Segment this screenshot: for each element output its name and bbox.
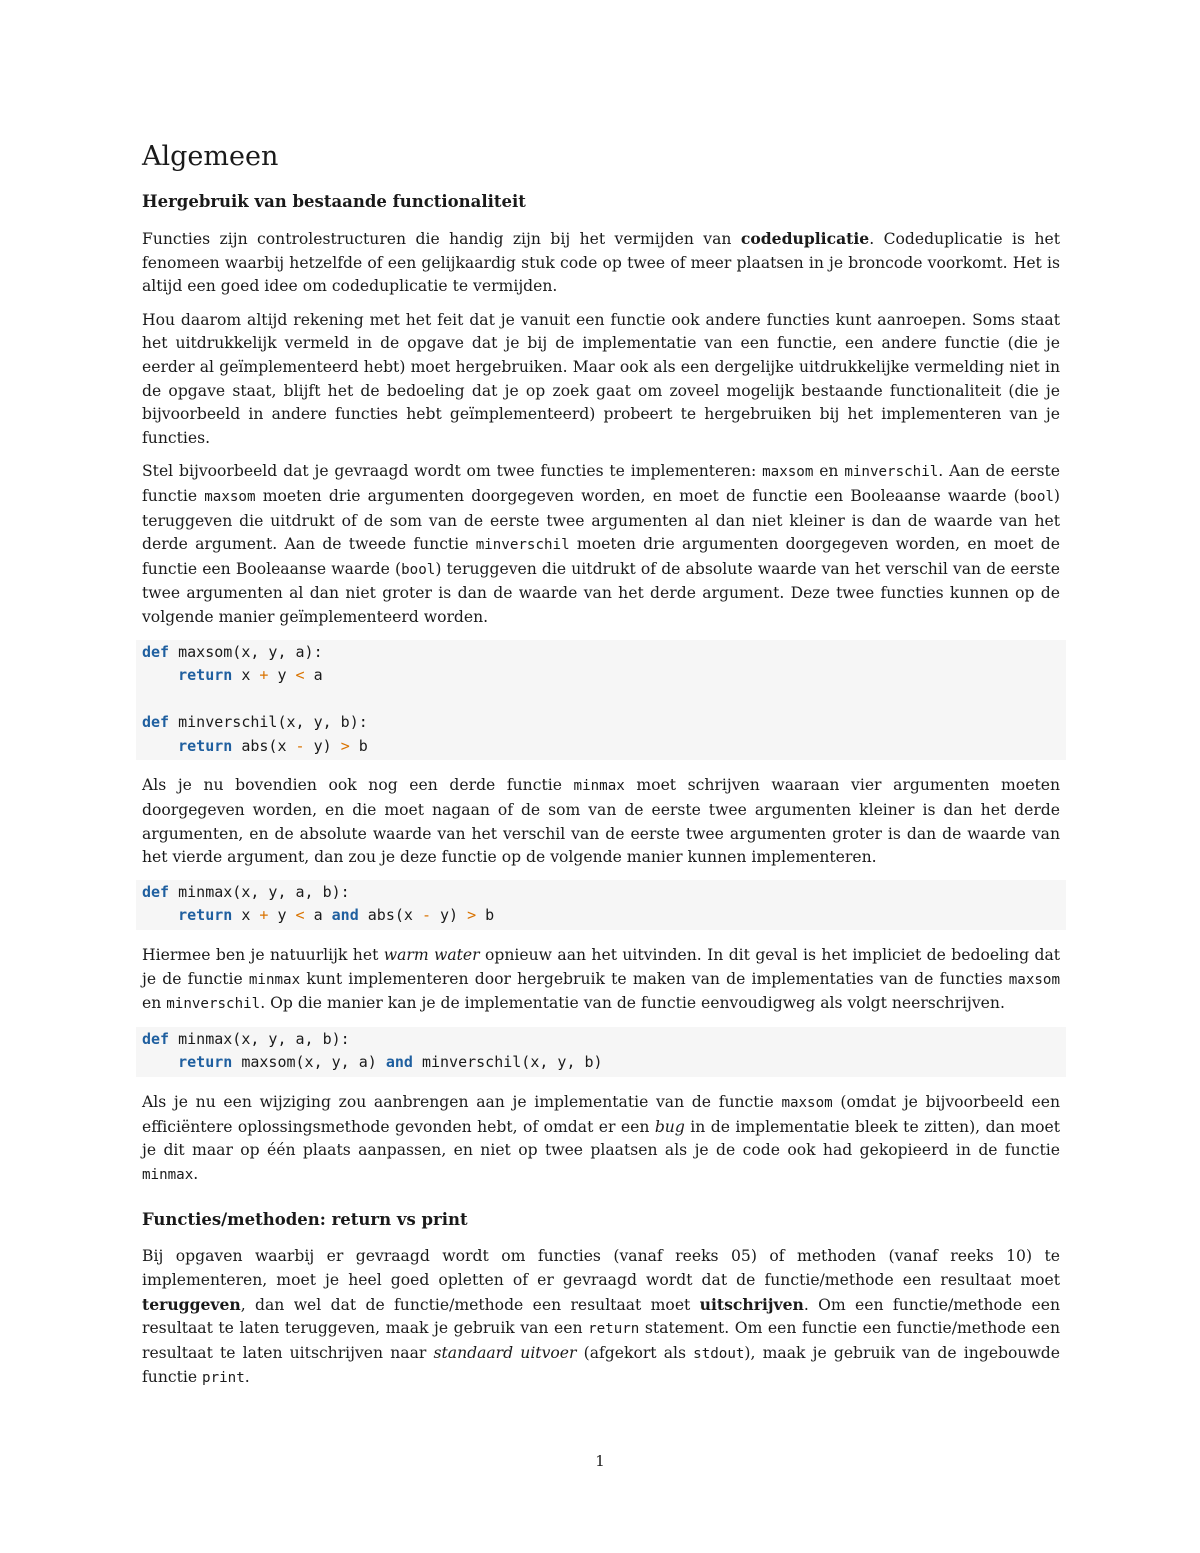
inline-code: bool: [1019, 488, 1054, 505]
code-operator: <: [295, 666, 305, 685]
code-operator: +: [259, 666, 269, 685]
code-text: a: [304, 666, 323, 685]
code-block-minmax: [136, 880, 1066, 930]
code-text: abs(x: [358, 906, 422, 925]
paragraph: [142, 774, 1060, 869]
inline-code: maxsom: [1008, 971, 1060, 988]
inline-code: maxsom: [762, 464, 814, 481]
code-text: maxsom(x, y, a):: [169, 642, 323, 661]
code-operator: <: [295, 906, 305, 925]
inline-code: minverschil: [166, 996, 261, 1013]
text: (afgekort als: [576, 1343, 694, 1362]
inline-code: minmax: [142, 1166, 194, 1183]
emphasis: warm water: [383, 946, 480, 965]
text: . Op die manier kan je de implementatie van de functie eenvoudigweg als volgt neerschrijven.: [260, 994, 1005, 1013]
code-text: abs(x: [232, 736, 296, 755]
code-keyword: and: [331, 906, 359, 925]
paragraph: [142, 1091, 1060, 1187]
code-keyword: return: [178, 906, 233, 925]
paragraph: [142, 944, 1060, 1017]
page-number: 1: [595, 1452, 605, 1470]
section-heading-return-vs-print: Functies/methoden: return vs print: [142, 1210, 468, 1230]
text: . Om een functie/methode een resultaat te laten teruggeven, maak je gebruik van een: [142, 1295, 1060, 1338]
text: opnieuw aan het uitvinden. In dit geval is het impliciet de bedoeling dat je de functie: [142, 946, 1061, 988]
text: .: [193, 1164, 199, 1183]
document-page: [142, 128, 1060, 1401]
paragraph: [142, 227, 1060, 299]
text: statement. Om een functie een functie/methode een resultaat te laten uitschrijven naar: [142, 1319, 1060, 1362]
code-text: a: [304, 906, 332, 925]
code-keyword: def: [142, 882, 170, 901]
text: moeten drie argumenten doorgegeven worden, en moet de functie een Booleaanse waarde (: [255, 486, 1020, 505]
text: ), maak je gebruik van de ingebouwde functie: [142, 1343, 1061, 1387]
term-codeduplicatie: codeduplicatie: [740, 229, 870, 248]
inline-code: minverschil: [844, 464, 939, 481]
code-text: y): [431, 906, 468, 925]
code-keyword: return: [178, 1053, 233, 1072]
inline-code: minverschil: [475, 537, 570, 554]
text: en: [813, 462, 845, 481]
text: kunt implementeren door hergebruik te maken van de implementaties van de functies: [300, 969, 1009, 988]
section-heading-reuse: Hergebruik van bestaande functionaliteit: [142, 192, 526, 211]
text: moeten drie argumenten doorgegeven worden, en moet de functie een Booleaanse waarde (: [142, 535, 1060, 578]
code-keyword: return: [178, 666, 233, 685]
term-uitschrijven: uitschrijven: [699, 1294, 804, 1314]
code-operator: -: [421, 906, 431, 925]
code-text: y: [268, 906, 296, 925]
inline-code: minmax: [248, 971, 301, 988]
text: en: [142, 994, 167, 1013]
code-operator: >: [467, 906, 477, 925]
code-text: x: [232, 906, 260, 925]
text: moet schrijven waaraan vier argumenten moeten doorgegeven worden, en die moet nagaan of de som van de eerste twee argumenten kleiner is dan het derde argumenten, en de absolute waarde van het verschil van de eerste twee argumenten groter is dan de waarde van het vierde argument, dan zou je deze functie op de volgende manier kunnen implementeren.: [142, 776, 1060, 867]
code-text: minverschil(x, y, b): [412, 1053, 603, 1072]
inline-code: print: [202, 1370, 245, 1387]
paragraph: Hou daarom altijd rekening met het feit dat je vanuit een functie ook andere functies kunt aanroepen. Soms staat het uitdrukkelijk vermeld in de opgave dat je bij de implementatie van een functie, een andere functie (die je eerder al geïmplementeerd hebt) moet hergebruiken. Maar ook als een dergelijke uitdrukkelijke vermelding niet in de opgave staat, blijft het de bedoeling dat je op zoek gaat om zoveel mogelijk bestaande functionaliteit (die je bijvoorbeeld in andere functies hebt geïmplementeerd) probeert te hergebruiken bij het implementeren van je functies.: [142, 310, 1060, 447]
emphasis: bug: [654, 1117, 685, 1136]
code-text: maxsom(x, y, a): [232, 1053, 386, 1072]
text: . Aan de eerste functie: [142, 462, 1061, 505]
page-title: Algemeen: [142, 141, 279, 172]
code-block-maxsom-minverschil: [136, 640, 1066, 761]
code-operator: +: [259, 906, 269, 925]
text: .: [244, 1368, 250, 1387]
text: , dan wel dat de functie/methode een resultaat moet: [240, 1295, 700, 1314]
code-keyword: def: [142, 713, 170, 732]
code-text: b: [349, 736, 368, 755]
paragraph: [142, 460, 1060, 629]
code-keyword: return: [178, 736, 233, 755]
inline-code: stdout: [693, 1345, 745, 1362]
inline-code: maxsom: [204, 488, 256, 505]
paragraph: [142, 1245, 1060, 1391]
text: ) teruggeven die uitdrukt of de absolute waarde van het verschil van de eerste twee argumenten al dan niet groter is dan de waarde van het derde argument. Deze twee functies kunnen op de volgende manier geïmplementeerd worden.: [142, 559, 1060, 626]
inline-code: maxsom: [781, 1095, 833, 1111]
code-text: minmax(x, y, a, b):: [169, 1029, 350, 1048]
text: Bij opgaven waarbij er gevraagd wordt om functies (vanaf reeks 05) of methoden (vanaf reeks 10) te implementeren, moet je heel goed opletten of er gevraagd wordt dat de functie/methode een resultaat moet: [142, 1247, 1060, 1289]
text: . Codeduplicatie is het fenomeen waarbij hetzelfde of een gelijkaardig stuk code op twee of meer plaatsen in je broncode voorkomt. Het is altijd een goed idee om codeduplicatie te vermijden.: [142, 230, 1060, 296]
code-text: minmax(x, y, a, b):: [169, 882, 350, 901]
text: Functies zijn controlestructuren die handig zijn bij het vermijden van: [142, 230, 741, 248]
term-teruggeven: teruggeven: [142, 1294, 241, 1314]
code-block-minmax-reuse: [136, 1027, 1066, 1077]
code-text: minverschil(x, y, b):: [169, 713, 368, 732]
inline-code: minmax: [573, 778, 625, 795]
text: Hiermee ben je natuurlijk het: [142, 946, 384, 965]
text: in de implementatie bleek te zitten), dan moet je dit maar op één plaats aanpassen, en niet op twee plaatsen als je de code ook had gekopieerd in de functie: [142, 1117, 1060, 1160]
text: ) teruggeven die uitdrukt of de som van de eerste twee argumenten al dan niet kleiner is dan de waarde van het derde argument. Aan de tweede functie: [142, 486, 1060, 554]
code-keyword: and: [385, 1053, 413, 1072]
text: Als je nu bovendien ook nog een derde functie: [142, 776, 574, 795]
code-keyword: def: [142, 1029, 170, 1048]
inline-code: bool: [401, 561, 436, 578]
code-text: y: [268, 666, 296, 685]
code-operator: >: [340, 736, 350, 755]
code-text: x: [232, 666, 260, 685]
emphasis: standaard uitvoer: [433, 1343, 577, 1362]
code-text: y): [304, 736, 341, 755]
code-operator: -: [295, 736, 305, 755]
text: Als je nu een wijziging zou aanbrengen aan je implementatie van de functie: [142, 1093, 782, 1111]
text: (omdat je bijvoorbeeld een efficiëntere oplossingsmethode gevonden hebt, of omdat er een: [142, 1093, 1060, 1136]
text: Stel bijvoorbeeld dat je gevraagd wordt om twee functies te implementeren:: [142, 462, 763, 481]
code-text: b: [476, 906, 495, 925]
inline-code: return: [588, 1321, 640, 1338]
code-keyword: def: [142, 642, 170, 661]
